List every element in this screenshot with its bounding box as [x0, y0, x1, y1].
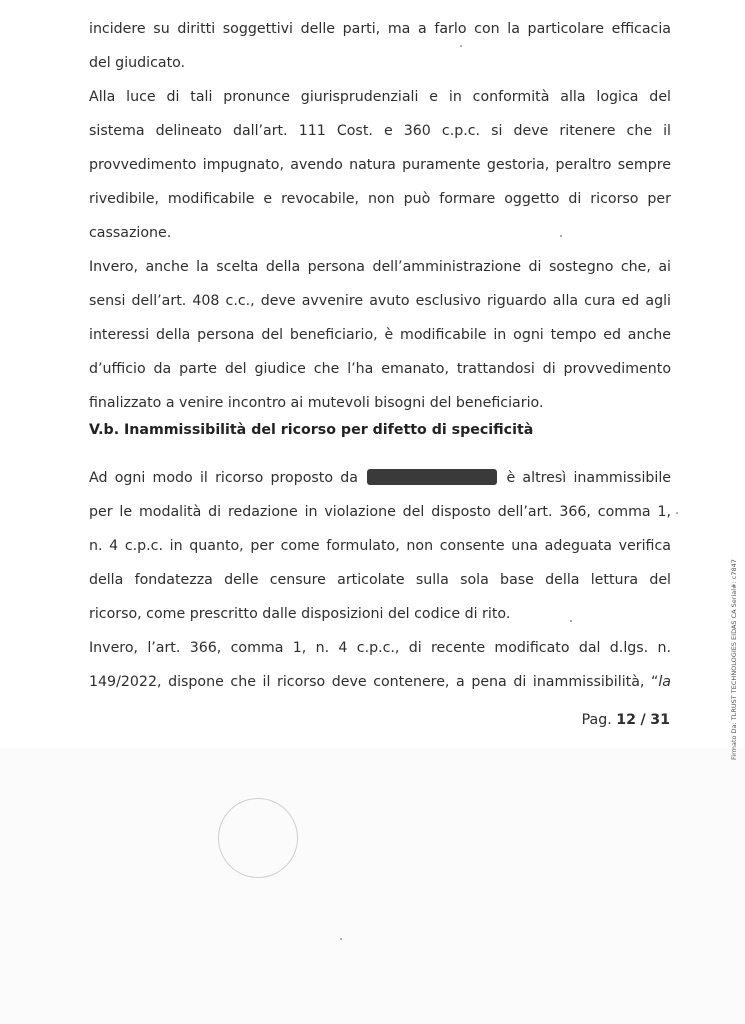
page-number	[582, 712, 670, 728]
text-line: Invero, l’art. 366, comma 1, n. 4 c.p.c., di recente modificato dal d.lgs. n.	[89, 640, 671, 656]
text-line: Invero, anche la scelta della persona dell’amministrazione di sostegno che, ai	[89, 259, 671, 275]
text-fragment: è altresì inammissibile	[506, 470, 672, 486]
text-line: n. 4 c.p.c. in quanto, per come formulato, non consente una adeguata verifica	[89, 538, 671, 554]
scan-speck	[460, 45, 462, 47]
text-line: per le modalità di redazione in violazione del disposto dell’art. 366, comma 1,	[89, 504, 671, 520]
text-fragment: 149/2022, dispone che il ricorso deve contenere, a pena di inammissibilità, “	[89, 674, 659, 690]
text-line: della fondatezza delle censure articolate sulla sola base della lettura del	[89, 572, 671, 588]
page-blank-area	[0, 748, 745, 1024]
text-line: incidere su diritti soggettivi delle parti, ma a farlo con la particolare efficacia	[89, 21, 671, 37]
text-line: finalizzato a venire incontro ai mutevoli bisogni del beneficiario.	[89, 395, 544, 411]
faint-circle-mark	[218, 798, 298, 878]
paragraph-4	[89, 461, 671, 631]
scan-speck	[340, 938, 342, 940]
text-line: ricorso, come prescritto dalle disposizioni del codice di rito.	[89, 606, 511, 622]
text-line: rivedibile, modificabile e revocabile, non può formare oggetto di ricorso per	[89, 191, 671, 207]
redaction-mark	[367, 469, 497, 485]
scan-speck	[560, 235, 562, 237]
paragraph-1	[89, 12, 671, 80]
text-line: cassazione.	[89, 225, 172, 241]
text-line: Alla luce di tali pronunce giurisprudenziali e in conformità alla logica del	[89, 89, 671, 105]
paragraph-5	[89, 631, 671, 699]
scan-speck	[676, 512, 678, 514]
text-line	[89, 665, 671, 699]
text-line: del giudicato.	[89, 55, 186, 71]
italic-fragment: la	[658, 674, 671, 690]
digital-signature-stamp: Firmato Da: TLRUST TECHNOLOGIES EIDAS CA Serial#: c7847	[730, 559, 738, 760]
text-fragment: Ad ogni modo il ricorso proposto da	[89, 470, 358, 486]
section-heading: V.b. Inammissibilità del ricorso per difetto di specificità	[89, 422, 534, 438]
paragraph-2	[89, 80, 671, 250]
text-line: provvedimento impugnato, avendo natura puramente gestoria, peraltro sempre	[89, 157, 671, 173]
text-line: sistema delineato dall’art. 111 Cost. e 360 c.p.c. si deve ritenere che il	[89, 123, 671, 139]
text-line: d’ufficio da parte del giudice che l’ha emanato, trattandosi di provvedimento	[89, 361, 671, 377]
page-prefix: Pag.	[581, 712, 612, 728]
page-current: 12	[616, 712, 637, 728]
paragraph-3	[89, 250, 671, 420]
text-line: sensi dell’art. 408 c.c., deve avvenire avuto esclusivo riguardo alla cura ed agli	[89, 293, 671, 309]
text-line-with-redaction	[89, 461, 671, 495]
page-total: 31	[650, 712, 670, 728]
text-line: interessi della persona del beneficiario, è modificabile in ogni tempo ed anche	[89, 327, 671, 343]
page-separator: /	[640, 712, 646, 728]
scan-speck	[570, 620, 572, 622]
